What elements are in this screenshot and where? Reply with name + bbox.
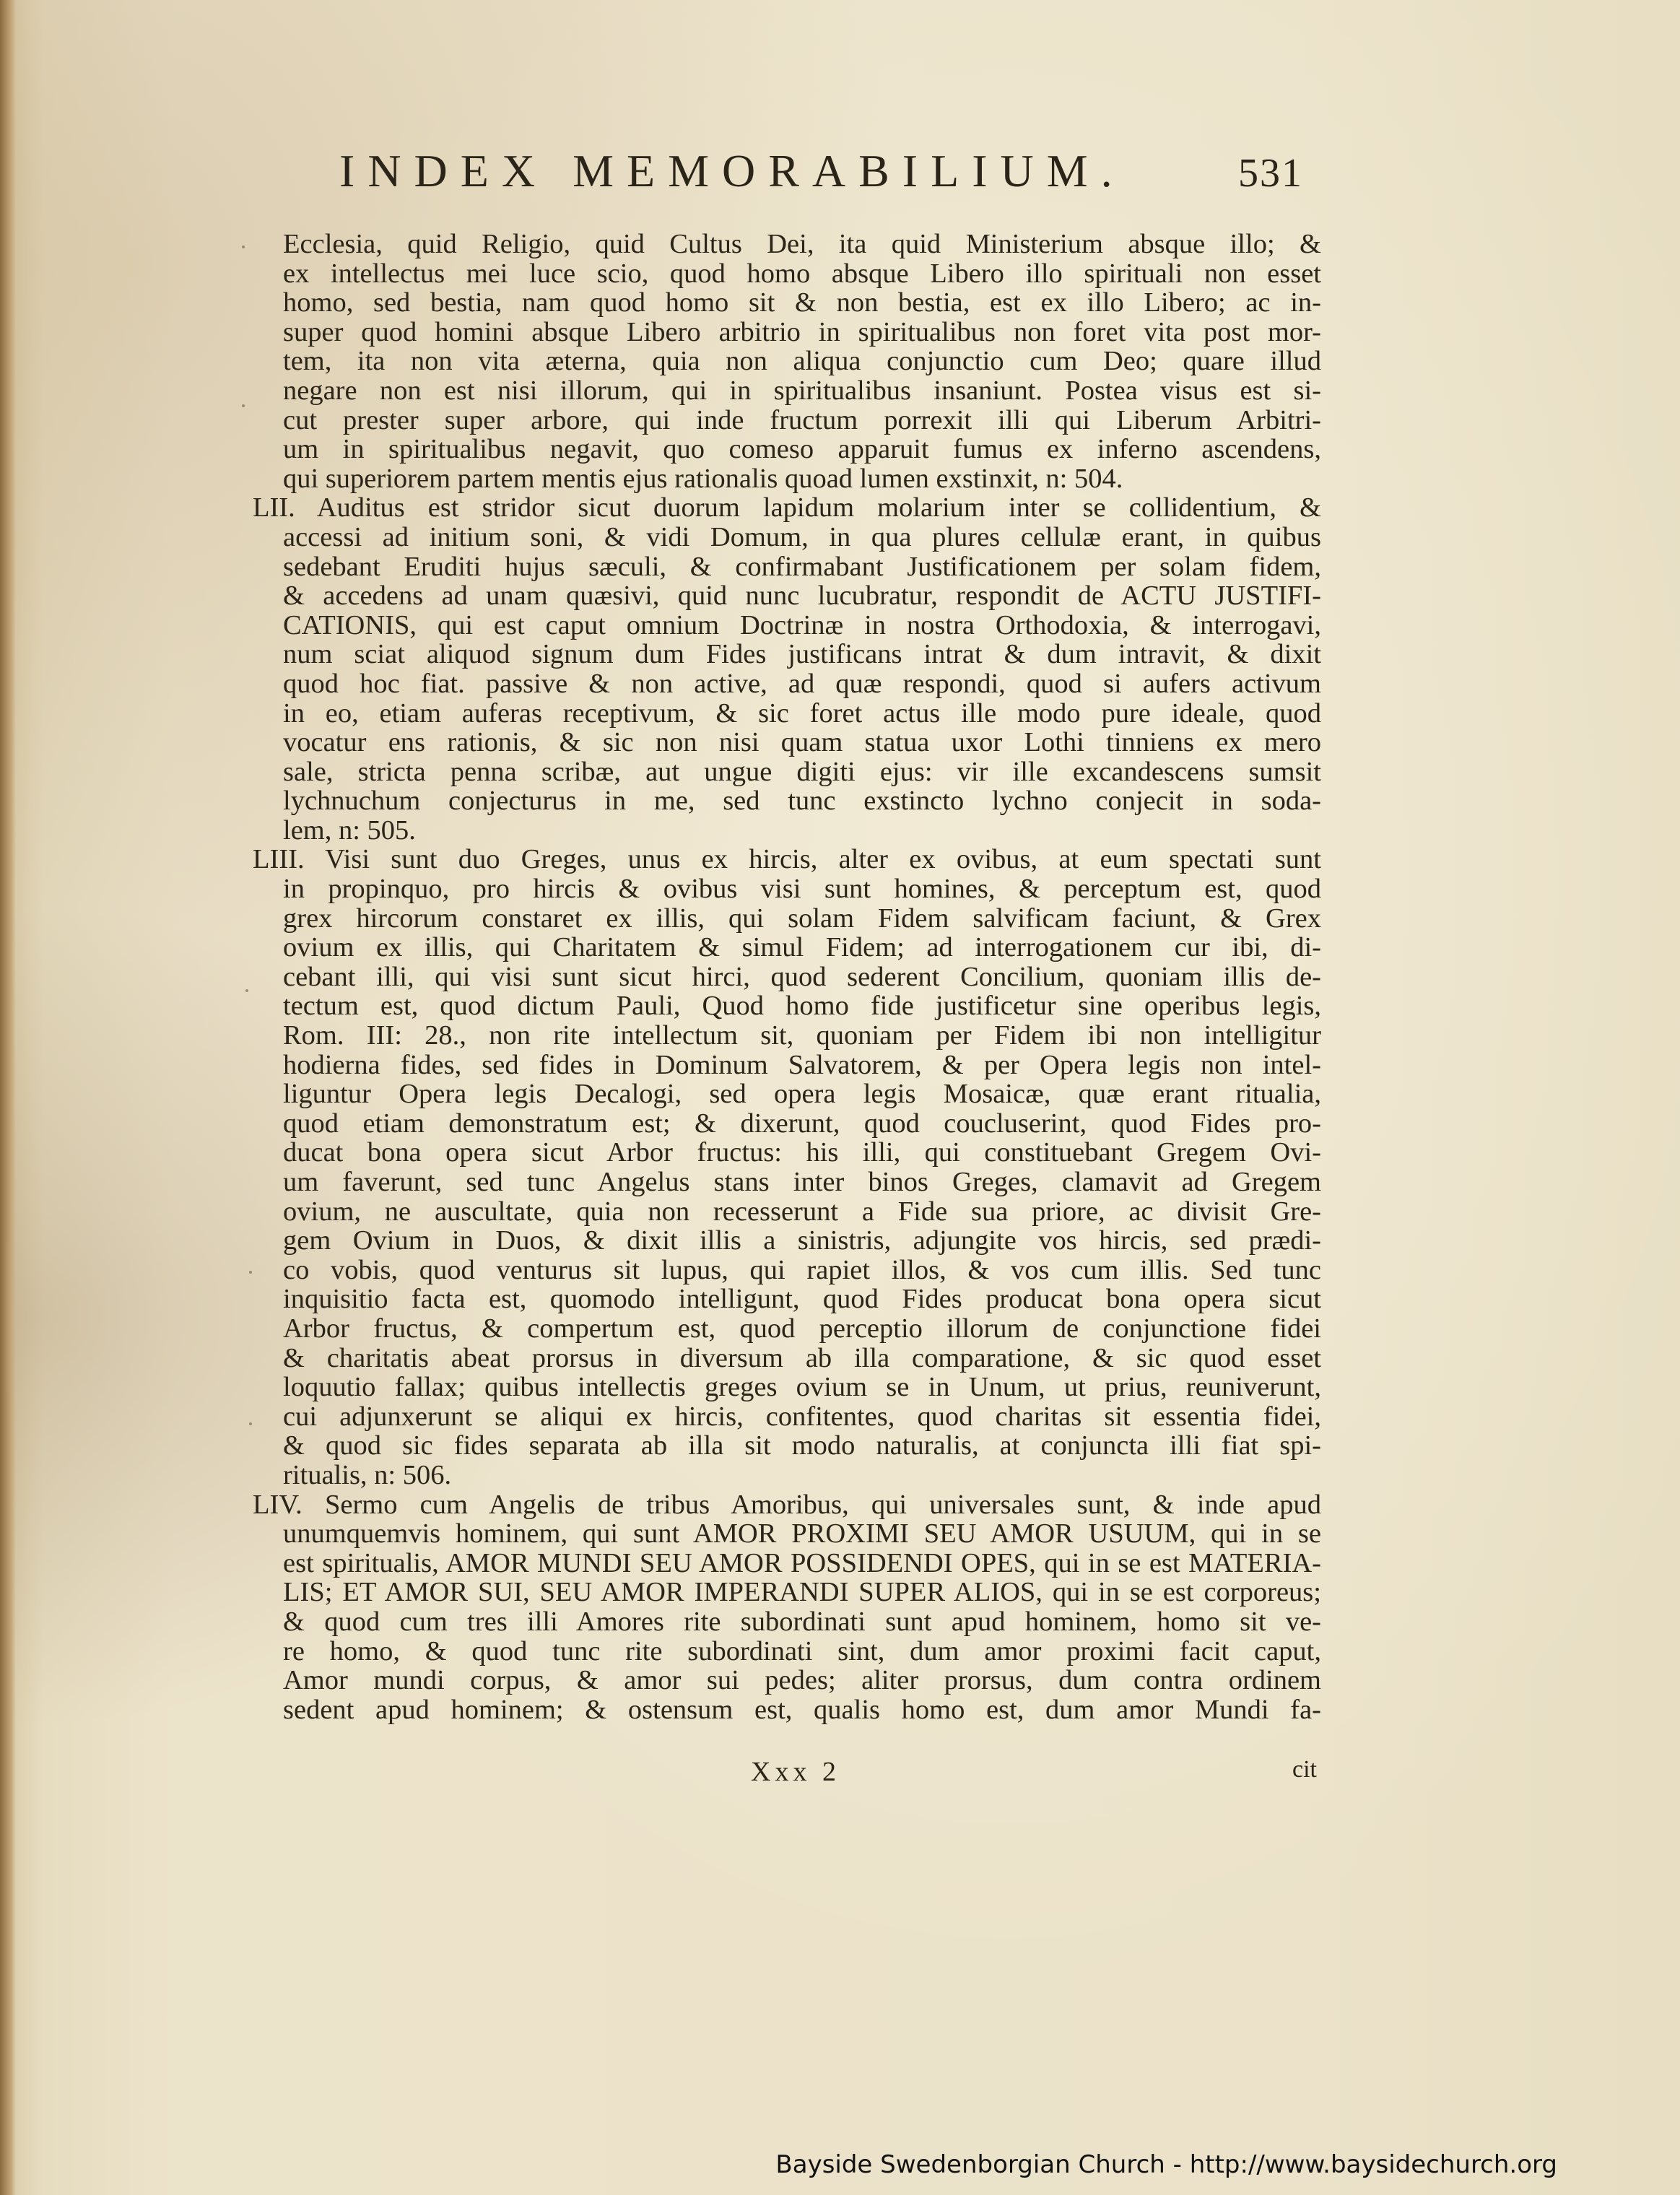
text-line-content: ex intellectus mei luce scio, quod homo absque Libero illo spirituali non esset xyxy=(283,258,1321,289)
margin-dot xyxy=(242,245,245,248)
text-line xyxy=(253,611,1321,640)
text-line-content: in propinquo, pro hircis & ovibus visi sunt homines, & perceptum est, quod xyxy=(283,874,1321,905)
text-line-content: lem, n: 505. xyxy=(283,814,416,846)
text-line xyxy=(253,1109,1321,1139)
text-line xyxy=(253,933,1321,962)
margin-dot xyxy=(245,989,248,992)
text-line-content: co vobis, quod venturus sit lupus, qui rapiet illos, & vos cum illis. Sed tunc xyxy=(283,1254,1321,1285)
text-line-content: unumquemvis hominem, qui sunt AMOR PROXIMI SEU AMOR USUUM, qui in se xyxy=(283,1518,1321,1549)
paragraph-start-line xyxy=(253,845,1321,874)
text-line xyxy=(253,1138,1321,1168)
text-line xyxy=(253,669,1321,699)
text-line-content: loquutio fallax; quibus intellectis greges ovium se in Unum, ut prius, reuniverunt, xyxy=(283,1372,1321,1403)
text-line xyxy=(253,435,1321,464)
text-line xyxy=(253,1344,1321,1373)
text-line xyxy=(253,874,1321,904)
credit-bar xyxy=(0,2150,1680,2195)
text-line-content: est spiritualis, AMOR MUNDI SEU AMOR POSSIDENDI OPES, qui in se est MATERIA- xyxy=(283,1547,1321,1578)
text-line xyxy=(253,288,1321,318)
body-text xyxy=(253,230,1321,1724)
text-line-content: in eo, etiam auferas receptivum, & sic foret actus ille modo pure ideale, quod xyxy=(283,697,1321,729)
text-line xyxy=(253,1549,1321,1578)
text-line-content: LIS; ET AMOR SUI, SEU AMOR IMPERANDI SUPER ALIOS, qui in se est corporeus; xyxy=(283,1577,1321,1608)
text-line-content: ovium ex illis, qui Charitatem & simul Fidem; ad interrogationem cur ibi, di- xyxy=(283,932,1321,963)
text-line-content: LIV. Sermo cum Angelis de tribus Amoribus, qui universales sunt, & inde apud xyxy=(253,1489,1321,1520)
text-line-content: inquisitio facta est, quomodo intelligunt, quod Fides producat bona opera sicut xyxy=(283,1284,1321,1315)
text-line-content: ritualis, n: 506. xyxy=(283,1459,452,1490)
text-line-content: negare non est nisi illorum, qui in spiritualibus insaniunt. Postea visus est si- xyxy=(283,375,1321,406)
text-line-content: quod etiam demonstratum est; & dixerunt, quod coucluserint, quod Fides pro- xyxy=(283,1108,1321,1139)
text-line-content: cut prester super arbore, qui inde fructum porrexit illi qui Liberum Arbitri- xyxy=(283,404,1321,435)
text-line xyxy=(253,991,1321,1021)
text-line xyxy=(253,230,1321,259)
text-line xyxy=(253,904,1321,934)
text-line xyxy=(253,1256,1321,1285)
text-line xyxy=(253,1402,1321,1432)
text-line-content: cui adjunxerunt se aliqui ex hircis, confitentes, quod charitas sit essentia fidei, xyxy=(283,1401,1321,1432)
text-line xyxy=(253,1695,1321,1725)
text-line-content: super quod homini absque Libero arbitrio in spiritualibus non foret vita post mor- xyxy=(283,316,1321,347)
text-line xyxy=(253,1607,1321,1637)
text-line-content: LII. Auditus est stridor sicut duorum lapidum molarium inter se collidentium, & xyxy=(253,492,1321,523)
running-header xyxy=(339,144,1350,209)
text-line-content: ducat bona opera sicut Arbor fructus: his illi, qui constituebant Gregem Ovi- xyxy=(283,1137,1321,1168)
text-line-content: homo, sed bestia, nam quod homo sit & non bestia, est ex illo Libero; ac in- xyxy=(283,287,1321,318)
text-line xyxy=(253,1197,1321,1227)
text-line xyxy=(253,376,1321,406)
text-line-content: quod hoc fiat. passive & non active, ad quæ respondi, quod si aufers activum xyxy=(283,668,1321,699)
text-line-content: um in spiritualibus negavit, quo comeso apparuit fumus ex inferno ascendens, xyxy=(283,434,1321,465)
text-line xyxy=(253,464,1321,494)
text-line xyxy=(253,1578,1321,1607)
text-line xyxy=(253,1431,1321,1461)
text-line-content: num sciat aliquod signum dum Fides justificans intrat & dum intravit, & dixit xyxy=(283,639,1321,670)
text-line xyxy=(253,640,1321,669)
text-line xyxy=(253,318,1321,347)
text-line xyxy=(253,786,1321,816)
text-line xyxy=(253,1285,1321,1314)
margin-dot xyxy=(249,1422,252,1425)
text-line-content: Ecclesia, quid Religio, quid Cultus Dei, ita quid Ministerium absque illo; & xyxy=(283,229,1321,259)
text-line xyxy=(253,581,1321,611)
text-line-content: & accedens ad unam quæsivi, quid nunc lucubratur, respondit de ACTU JUSTIFI- xyxy=(283,581,1321,612)
catchword: cit xyxy=(1292,1756,1317,1783)
text-line-content: sale, stricta penna scribæ, aut ungue digiti ejus: vir ille excandescens sumsit xyxy=(283,756,1321,787)
text-line xyxy=(253,1666,1321,1695)
text-line xyxy=(253,552,1321,582)
text-line-content: sedebant Eruditi hujus sæculi, & confirmabant Justificationem per solam fidem, xyxy=(283,551,1321,582)
text-line-content: hodierna fides, sed fides in Dominum Salvatorem, & per Opera legis non intel- xyxy=(283,1049,1321,1080)
text-line xyxy=(253,1051,1321,1080)
text-line xyxy=(253,1226,1321,1256)
running-title: INDEX MEMORABILIUM. xyxy=(339,145,1126,196)
text-line xyxy=(253,406,1321,435)
paragraph-start-line xyxy=(253,493,1321,523)
text-line-content: qui superiorem partem mentis ejus rationalis quoad lumen exstinxit, n: 504. xyxy=(283,463,1123,494)
text-line-content: & quod cum tres illi Amores rite subordinati sunt apud hominem, homo sit ve- xyxy=(283,1606,1321,1637)
text-line-content: ovium, ne auscultate, quia non recesserunt a Fide sua priore, ac divisit Gre- xyxy=(283,1196,1321,1227)
text-line-content: lychnuchum conjecturus in me, sed tunc exstincto lychno conjecit in soda- xyxy=(283,786,1321,817)
paragraph-start-line xyxy=(253,1490,1321,1520)
margin-dot xyxy=(242,404,245,407)
text-line-content: re homo, & quod tunc rite subordinati sint, dum amor proximi facit caput, xyxy=(283,1635,1321,1666)
text-line xyxy=(253,1637,1321,1666)
text-line xyxy=(253,728,1321,757)
text-line-content: tectum est, quod dictum Pauli, Quod homo fide justificetur sine operibus legis, xyxy=(283,991,1321,1022)
text-line xyxy=(253,347,1321,376)
signature-mark: Xxx 2 xyxy=(751,1757,840,1787)
text-line xyxy=(253,1314,1321,1344)
text-line-content: vocatur ens rationis, & sic non nisi quam statua uxor Lothi tinniens ex mero xyxy=(283,727,1321,758)
text-line xyxy=(253,1461,1321,1490)
text-line-content: tem, ita non vita æterna, quia non aliqua conjunctio cum Deo; quare illud xyxy=(283,346,1321,377)
text-line-content: cebant illi, qui visi sunt sicut hirci, quod sederent Concilium, quoniam illis de- xyxy=(283,961,1321,992)
text-line-content: liguntur Opera legis Decalogi, sed opera legis Mosaicæ, quæ erant ritualia, xyxy=(283,1079,1321,1110)
credit-text: Bayside Swedenborgian Church - http://www.baysidechurch.org xyxy=(775,2150,1557,2179)
text-line xyxy=(253,523,1321,552)
text-line xyxy=(253,816,1321,846)
text-line-content: & charitatis abeat prorsus in diversum ab illa comparatione, & sic quod esset xyxy=(283,1342,1321,1373)
text-line xyxy=(253,1168,1321,1197)
text-line-content: & quod sic fides separata ab illa sit modo naturalis, at conjuncta illi fiat spi- xyxy=(283,1430,1321,1461)
page-number: 531 xyxy=(1238,151,1303,196)
text-line-content: LIII. Visi sunt duo Greges, unus ex hircis, alter ex ovibus, at eum spectati sunt xyxy=(253,844,1321,875)
text-line-content: Amor mundi corpus, & amor sui pedes; aliter prorsus, dum contra ordinem xyxy=(283,1665,1321,1696)
margin-dot xyxy=(249,1271,252,1274)
text-line-content: Rom. III: 28., non rite intellectum sit, quoniam per Fidem ibi non intelligitur xyxy=(283,1020,1321,1051)
text-line xyxy=(253,259,1321,289)
text-line-content: Arbor fructus, & compertum est, quod perceptio illorum de conjunctione fidei xyxy=(283,1313,1321,1344)
text-line xyxy=(253,1519,1321,1549)
text-line xyxy=(253,1079,1321,1109)
text-line-content: accessi ad initium soni, & vidi Domum, in qua plures cellulæ erant, in quibus xyxy=(283,521,1321,552)
text-line xyxy=(253,962,1321,992)
text-line-content: gem Ovium in Duos, & dixit illis a sinistris, adjungite vos hircis, sed prædi- xyxy=(283,1225,1321,1256)
text-line xyxy=(253,757,1321,787)
text-line-content: grex hircorum constaret ex illis, qui solam Fidem salvificam faciunt, & Grex xyxy=(283,903,1321,934)
text-line xyxy=(253,1021,1321,1051)
text-line xyxy=(253,699,1321,729)
text-line xyxy=(253,1373,1321,1402)
text-line-content: sedent apud hominem; & ostensum est, qualis homo est, dum amor Mundi fa- xyxy=(283,1694,1321,1725)
text-line-content: um faverunt, sed tunc Angelus stans inter binos Greges, clamavit ad Gregem xyxy=(283,1167,1321,1197)
text-line-content: CATIONIS, qui est caput omnium Doctrinæ in nostra Orthodoxia, & interrogavi, xyxy=(283,609,1321,640)
page-spine-shadow xyxy=(0,0,16,2195)
